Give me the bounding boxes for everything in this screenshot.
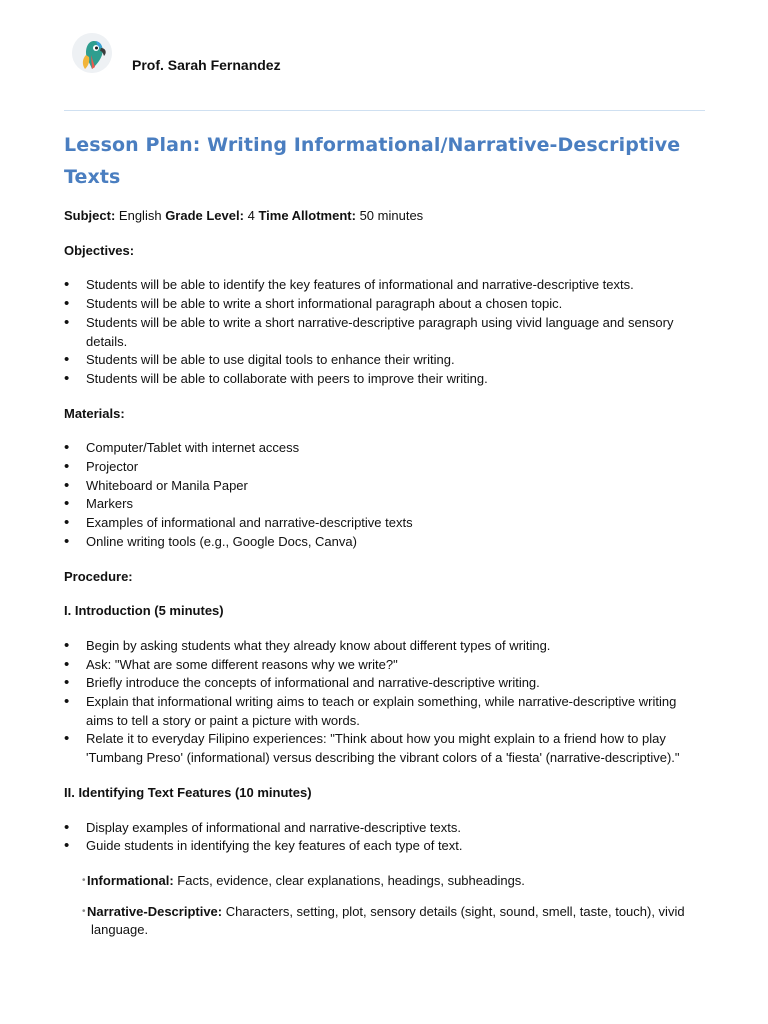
- materials-heading: Materials:: [64, 405, 125, 421]
- narrative-label: Narrative-Descriptive:: [87, 903, 223, 919]
- list-item: • Guide students in identifying the key features of each type of text.: [64, 837, 704, 856]
- list-item: • Examples of informational and narrative-descriptive texts: [64, 514, 704, 533]
- informational-text: Facts, evidence, clear explanations, headings, subheadings.: [177, 872, 525, 888]
- text-features-heading: II. Identifying Text Features (10 minutes): [64, 784, 312, 800]
- list-item: • Explain that informational writing aims to teach or explain something, while narrative-descriptive writing aims to tell a story or paint a picture with words.: [64, 693, 704, 730]
- subject-label: Subject:: [64, 208, 116, 223]
- introduction-list: [64, 637, 704, 768]
- subject-value: English: [118, 208, 162, 223]
- header-divider: [64, 110, 705, 111]
- list-item: • Students will be able to write a short informational paragraph about a chosen topic.: [64, 295, 704, 314]
- lesson-plan-document: [64, 130, 704, 952]
- list-item: • Whiteboard or Manila Paper: [64, 477, 704, 496]
- list-item: • Students will be able to identify the key features of informational and narrative-descriptive texts.: [64, 276, 704, 295]
- bullet-dot-icon: •: [82, 905, 86, 917]
- objectives-list: [64, 276, 704, 388]
- lesson-meta: [64, 207, 704, 226]
- parrot-avatar-icon: [72, 33, 112, 73]
- procedure-heading: Procedure:: [64, 568, 133, 584]
- narrative-text: Characters, setting, plot, sensory details (sight, sound, smell, taste, touch), vivid language.: [91, 903, 685, 938]
- introduction-heading: I. Introduction (5 minutes): [64, 603, 224, 619]
- list-item: • Students will be able to use digital tools to enhance their writing.: [64, 351, 704, 370]
- grade-label: Grade Level:: [165, 208, 244, 223]
- page-title: Lesson Plan: Writing Informational/Narrative-Descriptive Texts: [64, 134, 681, 188]
- page-header: [72, 33, 712, 77]
- bullet-dot-icon: •: [82, 874, 86, 886]
- informational-feature-item: [64, 872, 704, 891]
- list-item: • Markers: [64, 495, 704, 514]
- author-name: Prof. Sarah Fernandez: [132, 57, 281, 73]
- list-item: • Computer/Tablet with internet access: [64, 439, 704, 458]
- list-item: • Online writing tools (e.g., Google Docs, Canva): [64, 533, 704, 552]
- time-label: Time Allotment:: [258, 208, 356, 223]
- time-value: 50 minutes: [359, 208, 424, 223]
- list-item: • Students will be able to write a short narrative-descriptive paragraph using vivid language and sensory details.: [64, 314, 704, 351]
- objectives-heading: Objectives:: [64, 242, 135, 258]
- text-features-list: [64, 819, 704, 856]
- materials-list: [64, 439, 704, 551]
- list-item: • Begin by asking students what they already know about different types of writing.: [64, 637, 704, 656]
- list-item: • Projector: [64, 458, 704, 477]
- grade-value: 4: [247, 208, 255, 223]
- list-item: • Relate it to everyday Filipino experiences: "Think about how you might explain to a friend how to play 'Tumbang Preso' (informational) versus describing the vibrant colors of a 'fiesta' (narrative-descriptive).": [64, 730, 704, 767]
- narrative-feature-item: [64, 903, 704, 940]
- informational-label: Informational:: [87, 872, 174, 888]
- list-item: • Ask: "What are some different reasons why we write?": [64, 656, 704, 675]
- list-item: • Briefly introduce the concepts of informational and narrative-descriptive writing.: [64, 674, 704, 693]
- list-item: • Students will be able to collaborate with peers to improve their writing.: [64, 370, 704, 389]
- list-item: • Display examples of informational and narrative-descriptive texts.: [64, 819, 704, 838]
